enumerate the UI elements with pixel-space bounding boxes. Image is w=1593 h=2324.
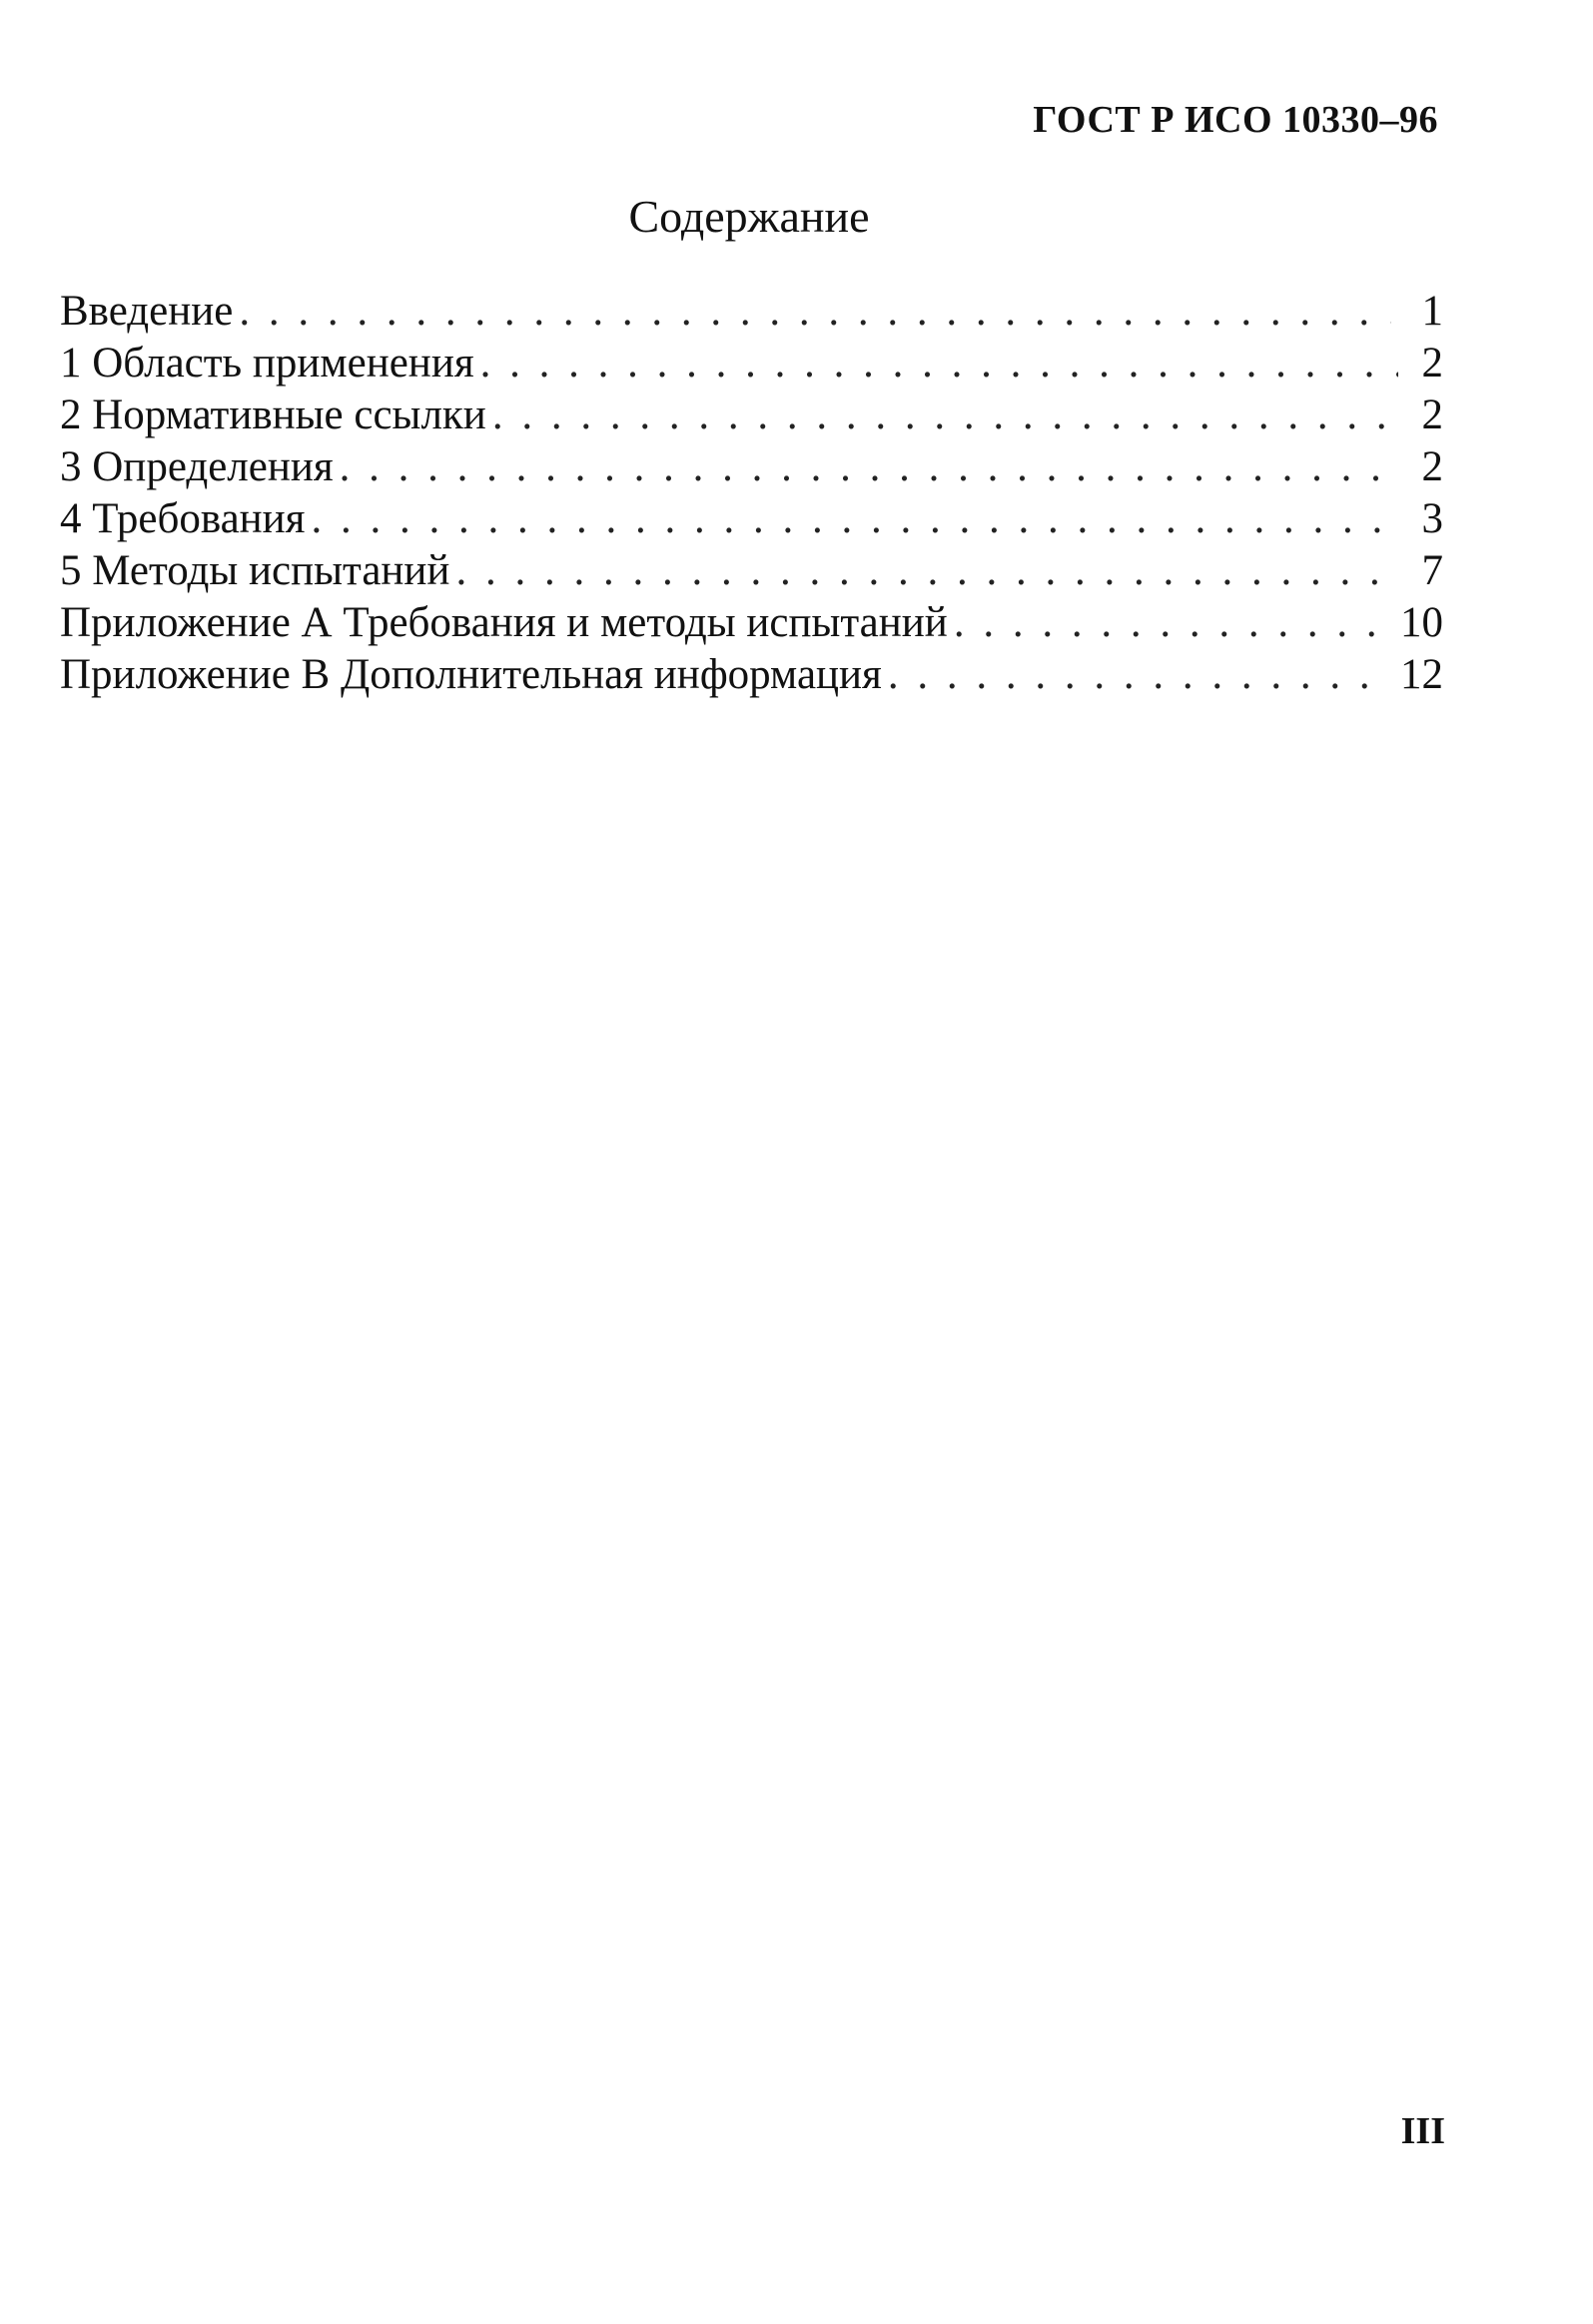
- toc-entry-label: 3 Определения: [60, 443, 334, 490]
- toc-entry: [60, 493, 1443, 545]
- toc-entry: [60, 441, 1443, 493]
- toc-leader-dots: [239, 286, 1391, 338]
- toc-entry-label: Приложение А Требования и методы испытаний: [60, 599, 948, 646]
- toc-entry: [60, 286, 1443, 338]
- toc-leader-dots: [954, 597, 1382, 649]
- toc-entry-page: 2: [1421, 391, 1443, 438]
- toc-entry: [60, 649, 1443, 701]
- toc-leader-dots: [480, 338, 1398, 389]
- toc-entry-page: 1: [1421, 288, 1443, 335]
- toc-leader-dots: [888, 649, 1382, 701]
- toc-leader-dots: [311, 493, 1393, 545]
- toc-entry-label: Введение: [60, 288, 234, 335]
- toc-entry-label: 4 Требования: [60, 495, 306, 542]
- toc-entry: [60, 545, 1443, 597]
- toc-entry-page: 3: [1421, 495, 1443, 542]
- toc-leader-dots: [492, 389, 1399, 441]
- toc-entry-page: 10: [1400, 599, 1443, 646]
- toc-entry-page: 2: [1421, 443, 1443, 490]
- toc-entry-page: 12: [1400, 651, 1443, 698]
- toc-entry-label: 1 Область применения: [60, 340, 474, 387]
- toc-entry: [60, 338, 1443, 389]
- toc-entry-page: 7: [1421, 547, 1443, 594]
- toc-entry-page: 2: [1421, 340, 1443, 387]
- toc-entry: [60, 389, 1443, 441]
- table-of-contents: [60, 286, 1443, 701]
- toc-leader-dots: [340, 441, 1394, 493]
- toc-entry-label: Приложение В Дополнительная информация: [60, 651, 882, 698]
- toc-title: Содержание: [628, 191, 870, 242]
- page-number: III: [1400, 2110, 1445, 2152]
- document-code: ГОСТ Р ИСО 10330–96: [1033, 99, 1438, 141]
- toc-entry-label: 2 Нормативные ссылки: [60, 391, 486, 438]
- toc-entry: [60, 597, 1443, 649]
- toc-leader-dots: [455, 545, 1397, 597]
- toc-entry-label: 5 Методы испытаний: [60, 547, 450, 594]
